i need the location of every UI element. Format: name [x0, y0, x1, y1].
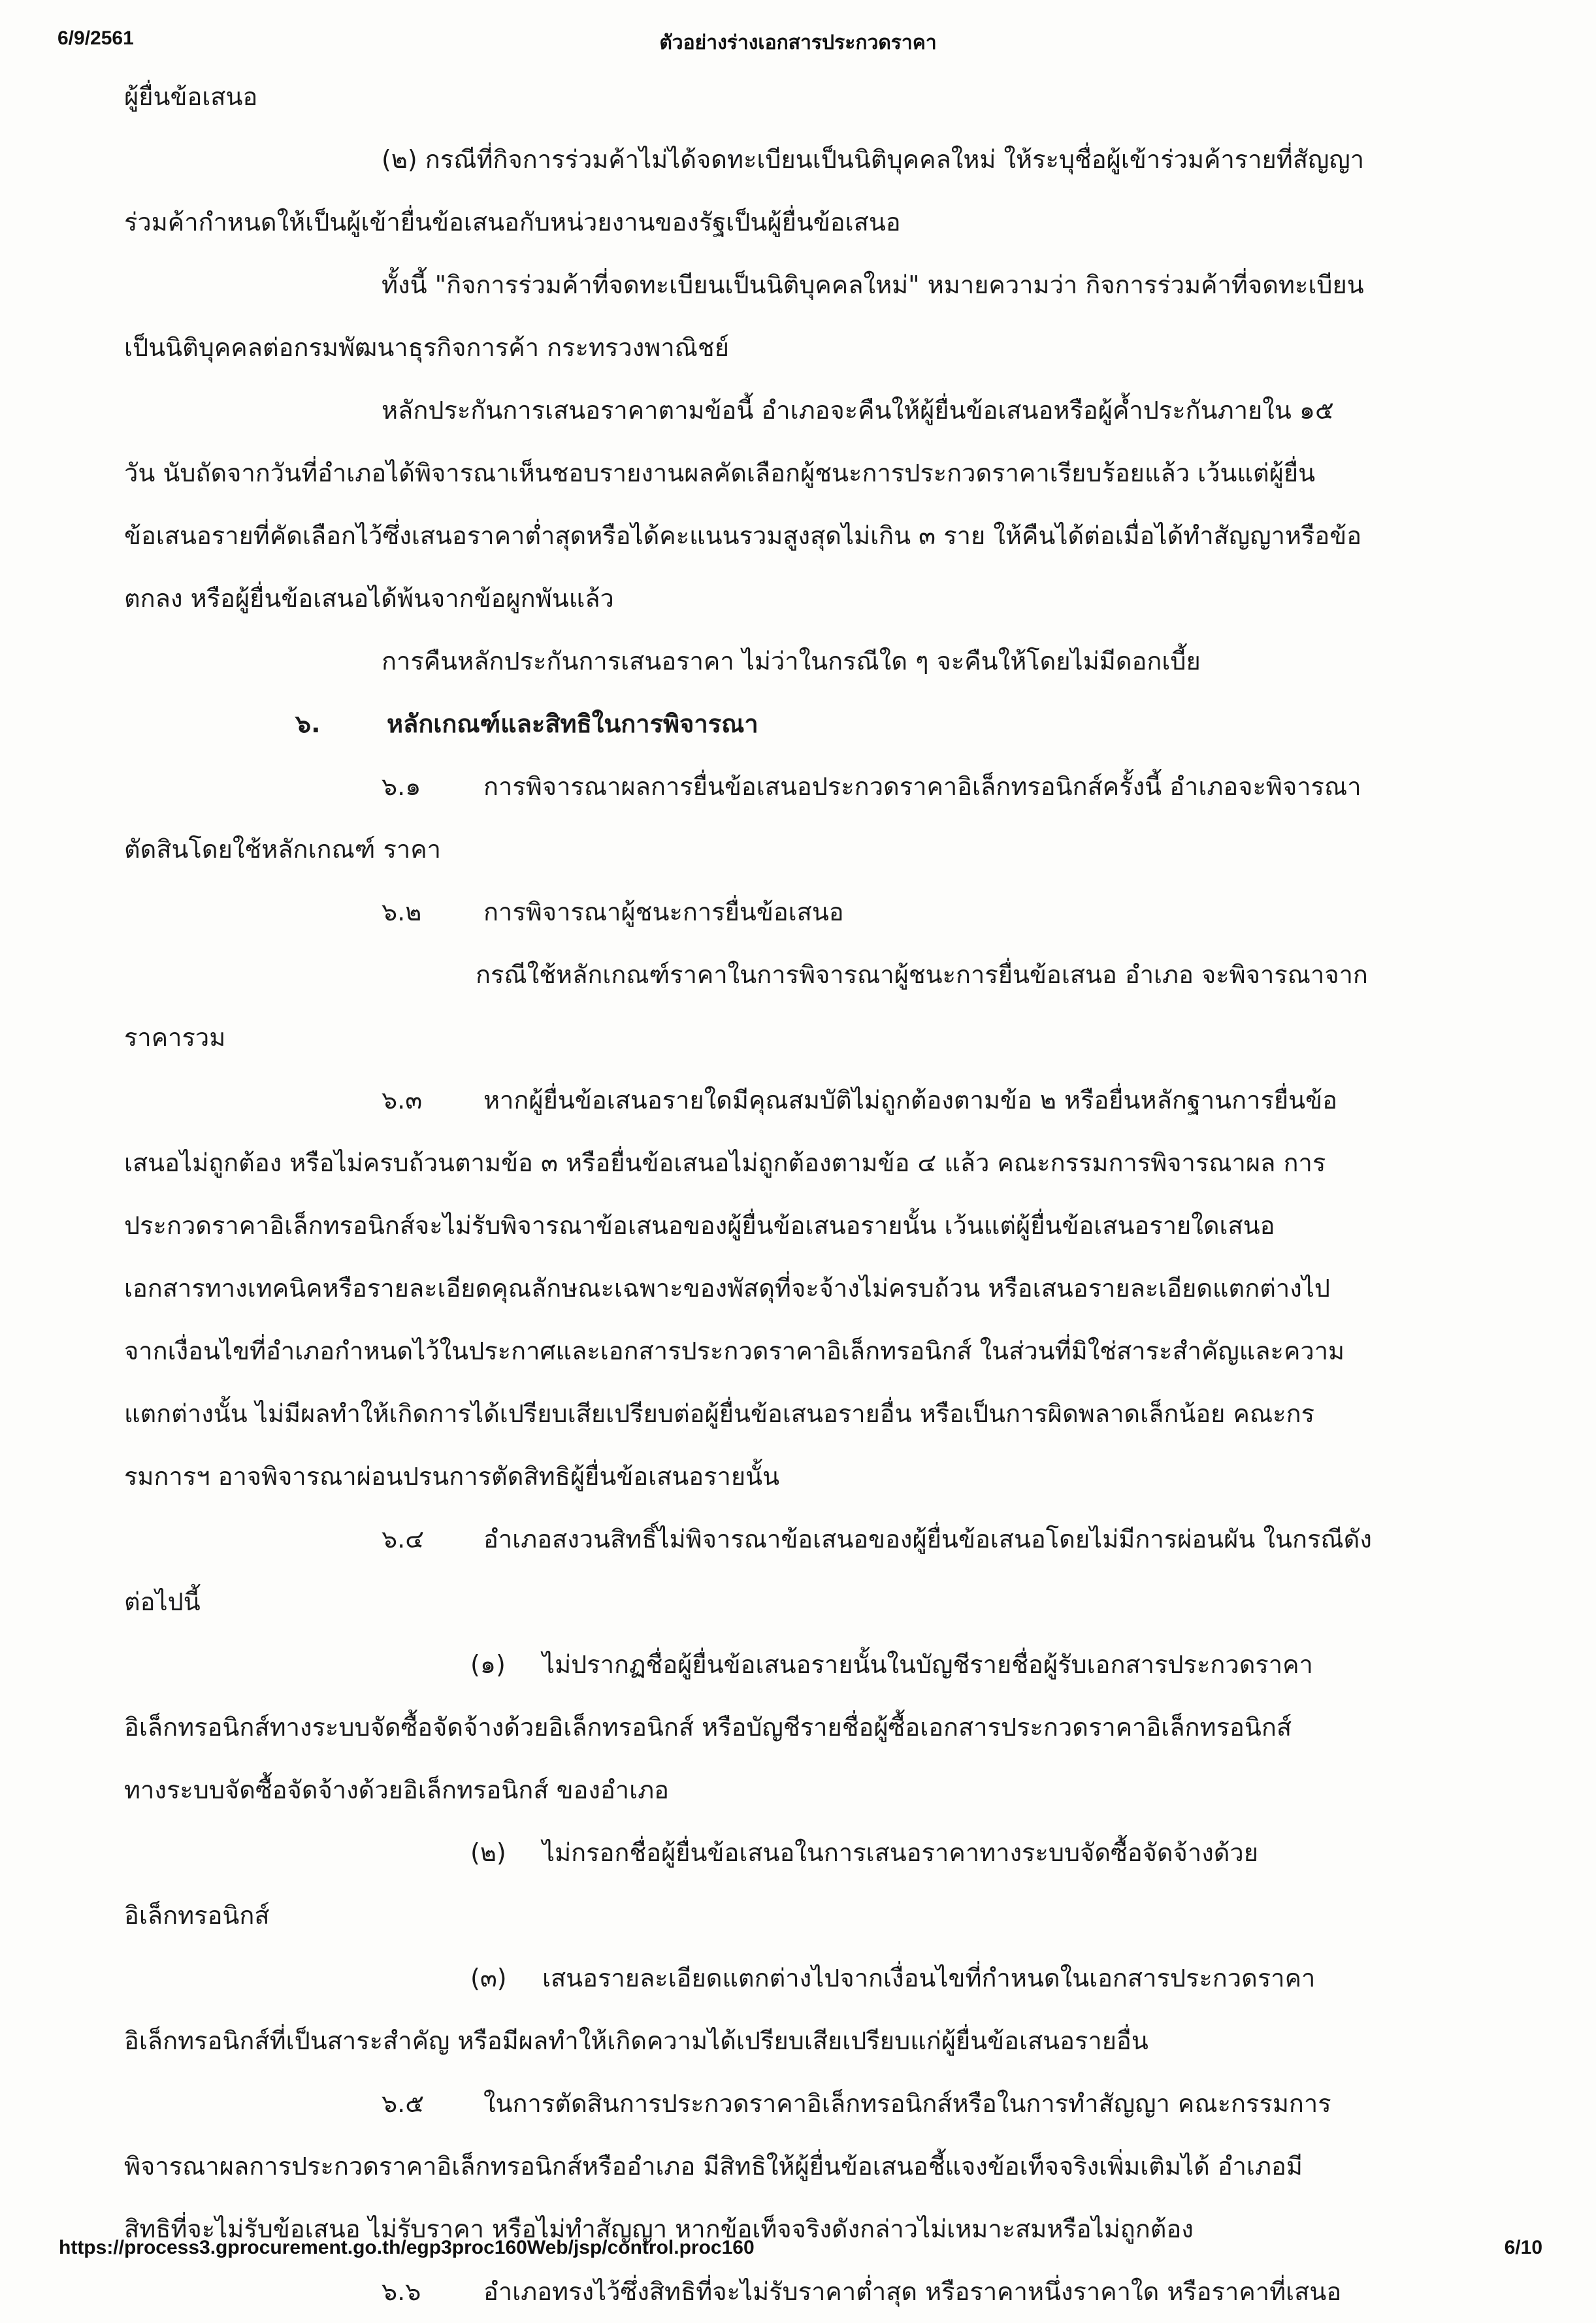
section-6-heading — [124, 692, 1470, 755]
text-line: รมการฯ อาจพิจารณาผ่อนปรนการตัดสิทธิผู้ยื่นข้อเสนอรายนั้น — [124, 1462, 780, 1491]
text-line: อิเล็กทรอนิกส์ทางระบบจัดซื้อจัดจ้างด้วยอิเล็กทรอนิกส์ หรือบัญชีรายชื่อผู้ซื้อเอกสารประกวดราคาอิเล็กทรอนิกส์ — [124, 1713, 1292, 1742]
clause-6-2 — [124, 881, 1470, 943]
text-line: แตกต่างนั้น ไม่มีผลทำให้เกิดการได้เปรียบเสียเปรียบต่อผู้ยื่นข้อเสนอรายอื่น หรือเป็นการผิดพลาดเล็กน้อย คณะกร — [124, 1399, 1315, 1428]
clause-number: ๖.๔ — [382, 1525, 424, 1553]
text-line: ตัดสินโดยใช้หลักเกณฑ์ ราคา — [124, 835, 441, 864]
clause-6-4 — [124, 1508, 1470, 1570]
sub-clause-text: เสนอรายละเอียดแตกต่างไปจากเงื่อนไขที่กำหนดในเอกสารประกวดราคา — [542, 1964, 1316, 1992]
document-body — [124, 65, 1470, 2323]
text-line: ผู้ยื่นข้อเสนอ — [124, 82, 258, 111]
clause-6-1 — [124, 755, 1470, 818]
text-line: พิจารณาผลการประกวดราคาอิเล็กทรอนิกส์หรืออำเภอ มีสิทธิให้ผู้ยื่นข้อเสนอชี้แจงข้อเท็จจริงเพิ่มเติมได้ อำเภอมี — [124, 2152, 1303, 2181]
text-line: ทางระบบจัดซื้อจัดจ้างด้วยอิเล็กทรอนิกส์ ของอำเภอ — [124, 1776, 669, 1804]
text-line: ราคารวม — [124, 1023, 226, 1052]
clause-number: ๖.๖ — [382, 2277, 421, 2306]
text-line: วัน นับถัดจากวันที่อำเภอได้พิจารณาเห็นชอบรายงานผลคัดเลือกผู้ชนะการประกวดราคาเรียบร้อยแล้ว เว้นแต่ผู้ยื่น — [124, 459, 1316, 487]
text-line: ทั้งนี้ "กิจการร่วมค้าที่จดทะเบียนเป็นนิติบุคคลใหม่" หมายความว่า กิจการร่วมค้าที่จดทะเบียน — [382, 270, 1364, 299]
clause-text: ในการตัดสินการประกวดราคาอิเล็กทรอนิกส์หรือในการทำสัญญา คณะกรรมการ — [483, 2089, 1331, 2118]
clause-number: ๖.๓ — [382, 1086, 423, 1114]
text-line: กรณีใช้หลักเกณฑ์ราคาในการพิจารณาผู้ชนะการยื่นข้อเสนอ อำเภอ จะพิจารณาจาก — [476, 960, 1368, 989]
header-title: ตัวอย่างร่างเอกสารประกวดราคา — [659, 32, 937, 54]
sub-clause-number: (๓) — [470, 1964, 507, 1992]
sub-clause-1 — [124, 1633, 1470, 1696]
section-title: หลักเกณฑ์และสิทธิในการพิจารณา — [387, 709, 758, 738]
clause-6-3 — [124, 1069, 1470, 1131]
sub-clause-text: ไม่ปรากฏชื่อผู้ยื่นข้อเสนอรายนั้นในบัญชีรายชื่อผู้รับเอกสารประกวดราคา — [542, 1650, 1313, 1679]
text-line: ประกวดราคาอิเล็กทรอนิกส์จะไม่รับพิจารณาข้อเสนอของผู้ยื่นข้อเสนอรายนั้น เว้นแต่ผู้ยื่นข้อเสนอรายใดเสนอ — [124, 1211, 1275, 1240]
clause-text: อำเภอสงวนสิทธิ์ไม่พิจารณาข้อเสนอของผู้ยื่นข้อเสนอโดยไม่มีการผ่อนผัน ในกรณีดัง — [483, 1525, 1372, 1553]
clause-number: ๖.๕ — [382, 2089, 424, 2118]
clause-text: การพิจารณาผู้ชนะการยื่นข้อเสนอ — [483, 898, 844, 926]
clause-text: หากผู้ยื่นข้อเสนอรายใดมีคุณสมบัติไม่ถูกต้องตามข้อ ๒ หรือยื่นหลักฐานการยื่นข้อ — [483, 1086, 1337, 1114]
clause-text: อำเภอทรงไว้ซึ่งสิทธิที่จะไม่รับราคาต่ำสุด หรือราคาหนึ่งราคาใด หรือราคาที่เสนอ — [483, 2277, 1342, 2306]
text-line: หลักประกันการเสนอราคาตามข้อนี้ อำเภอจะคืนให้ผู้ยื่นข้อเสนอหรือผู้ค้ำประกันภายใน ๑๕ — [382, 396, 1334, 425]
text-line: อิเล็กทรอนิกส์ที่เป็นสาระสำคัญ หรือมีผลทำให้เกิดความได้เปรียบเสียเปรียบแก่ผู้ยื่นข้อเสนอรายอื่น — [124, 2026, 1148, 2055]
text-line: ตกลง หรือผู้ยื่นข้อเสนอได้พ้นจากข้อผูกพันแล้ว — [124, 584, 614, 613]
text-line: เอกสารทางเทคนิคหรือรายละเอียดคุณลักษณะเฉพาะของพัสดุที่จะจ้างไม่ครบถ้วน หรือเสนอรายละเอียดแตกต่างไป — [124, 1274, 1331, 1303]
sub-clause-text: ไม่กรอกชื่อผู้ยื่นข้อเสนอในการเสนอราคาทางระบบจัดซื้อจัดจ้างด้วย — [542, 1838, 1259, 1867]
text-line: อิเล็กทรอนิกส์ — [124, 1901, 270, 1930]
clause-number: ๖.๑ — [382, 772, 421, 801]
text-line: (๒) กรณีที่กิจการร่วมค้าไม่ได้จดทะเบียนเป็นนิติบุคคลใหม่ ให้ระบุชื่อผู้เข้าร่วมค้ารายที่สัญญา — [382, 145, 1365, 174]
text-line: การคืนหลักประกันการเสนอราคา ไม่ว่าในกรณีใด ๆ จะคืนให้โดยไม่มีดอกเบี้ย — [382, 647, 1201, 675]
text-line: ร่วมค้ากำหนดให้เป็นผู้เข้ายื่นข้อเสนอกับหน่วยงานของรัฐเป็นผู้ยื่นข้อเสนอ — [124, 208, 901, 236]
section-number: ๖. — [295, 709, 321, 738]
text-line: ข้อเสนอรายที่คัดเลือกไว้ซึ่งเสนอราคาต่ำสุดหรือได้คะแนนรวมสูงสุดไม่เกิน ๓ ราย ให้คืนได้ต่อเมื่อได้ทำสัญญาหรือข้อ — [124, 521, 1362, 550]
footer-url: https://process3.gprocurement.go.th/egp3proc160Web/jsp/control.proc160 — [59, 2237, 755, 2258]
clause-number: ๖.๒ — [382, 898, 422, 926]
sub-clause-3 — [124, 1947, 1470, 2009]
header-date: 6/9/2561 — [57, 27, 134, 49]
sub-clause-number: (๑) — [470, 1650, 506, 1679]
clause-text: การพิจารณาผลการยื่นข้อเสนอประกวดราคาอิเล็กทรอนิกส์ครั้งนี้ อำเภอจะพิจารณา — [483, 772, 1361, 801]
text-line: สิทธิที่จะไม่รับข้อเสนอ ไม่รับราคา หรือไม่ทำสัญญา หากข้อเท็จจริงดังกล่าวไม่เหมาะสมหรือไม่ถูกต้อง — [124, 2215, 1194, 2243]
text-line: เสนอไม่ถูกต้อง หรือไม่ครบถ้วนตามข้อ ๓ หรือยื่นข้อเสนอไม่ถูกต้องตามข้อ ๔ แล้ว คณะกรรมการพิจารณาผล การ — [124, 1148, 1326, 1177]
text-line: จากเงื่อนไขที่อำเภอกำหนดไว้ในประกาศและเอกสารประกวดราคาอิเล็กทรอนิกส์ ในส่วนที่มิใช่สาระสำคัญและความ — [124, 1337, 1345, 1365]
sub-clause-number: (๒) — [470, 1838, 506, 1867]
text-line: เป็นนิติบุคคลต่อกรมพัฒนาธุรกิจการค้า กระทรวงพาณิชย์ — [124, 333, 729, 362]
text-line: ต่อไปนี้ — [124, 1587, 201, 1616]
footer-page-number: 6/10 — [1504, 2237, 1542, 2258]
clause-6-5 — [124, 2072, 1470, 2135]
clause-6-6 — [124, 2260, 1470, 2323]
sub-clause-2 — [124, 1821, 1470, 1884]
